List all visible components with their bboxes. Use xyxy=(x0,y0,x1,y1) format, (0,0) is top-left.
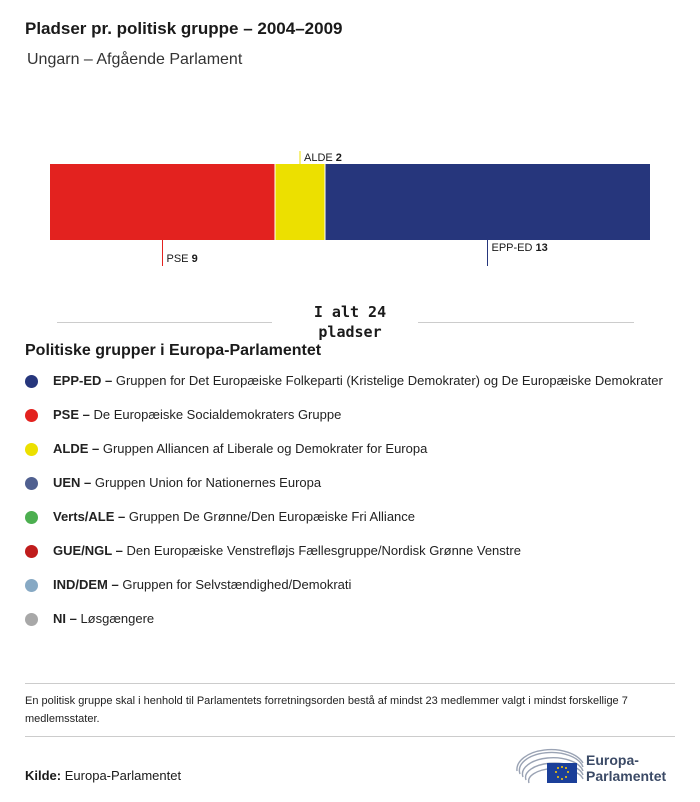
source-value: Europa-Parlamentet xyxy=(64,768,182,783)
divider-top xyxy=(25,683,675,684)
legend-abbr: Verts/ALE – xyxy=(53,509,126,524)
legend-item xyxy=(25,406,665,424)
segment-label-alde: ALDE 2 xyxy=(304,152,342,164)
legend-dot-icon xyxy=(25,477,38,490)
total-seats-label xyxy=(275,302,425,342)
legend-desc: Den Europæiske Venstrefløjs Fællesgruppe/Nordisk Grønne Venstre xyxy=(122,543,521,558)
legend-desc: Gruppen De Grønne/Den Europæiske Fri Alliance xyxy=(125,509,416,524)
legend-abbr: IND/DEM – xyxy=(53,577,119,592)
legend-dot-icon xyxy=(25,409,38,422)
legend-item xyxy=(25,474,665,492)
bar-segment-pse xyxy=(50,164,275,240)
legend-abbr: PSE – xyxy=(53,407,90,422)
segment-label-epp-ed: EPP-ED 13 xyxy=(491,242,548,254)
legend-desc: Gruppen for Det Europæiske Folkeparti (Kristelige Demokrater) og De Europæiske Demokrater xyxy=(112,373,663,388)
total-seats-line1: I alt 24 xyxy=(313,303,387,321)
legend-dot-icon xyxy=(25,375,38,388)
legend-title: Politiske grupper i Europa-Parlamentet xyxy=(25,342,322,359)
legend-dot-icon xyxy=(25,511,38,524)
chart-title: Pladser pr. politisk gruppe – 2004–2009 xyxy=(25,19,343,38)
legend-item xyxy=(25,610,665,628)
legend-item xyxy=(25,440,665,458)
legend-item xyxy=(25,372,665,390)
logo-text xyxy=(586,752,666,784)
logo-text-line2: Parlamentet xyxy=(586,768,667,784)
legend-desc: Gruppen Union for Nationernes Europa xyxy=(91,475,322,490)
legend-dot-icon xyxy=(25,579,38,592)
legend-abbr: UEN – xyxy=(53,475,92,490)
divider-bottom xyxy=(25,736,675,737)
legend-dot-icon xyxy=(25,545,38,558)
legend-abbr: GUE/NGL – xyxy=(53,543,123,558)
logo-text-line1: Europa- xyxy=(586,752,639,768)
total-seats-line2: pladser xyxy=(318,323,382,341)
footnote: En politisk gruppe skal i henhold til Parlamentets forretningsorden bestå af mindst 23 medlemmer valgt i mindst forskellige 7 medlemsstater. xyxy=(25,695,628,725)
legend-desc: Gruppen for Selvstændighed/Demokrati xyxy=(118,577,352,592)
bar-segment-alde xyxy=(275,164,325,240)
legend-abbr: ALDE – xyxy=(53,441,100,456)
legend-desc: Løsgængere xyxy=(76,611,155,626)
legend-desc: De Europæiske Socialdemokraters Gruppe xyxy=(89,407,342,422)
stacked-bar-chart xyxy=(0,140,700,275)
chart-subtitle: Ungarn – Afgående Parlament xyxy=(27,51,243,68)
legend xyxy=(25,372,665,644)
segment-label-pse: PSE 9 xyxy=(166,253,198,265)
legend-dot-icon xyxy=(25,613,38,626)
legend-item xyxy=(25,508,665,526)
source xyxy=(25,768,181,783)
legend-abbr: EPP-ED – xyxy=(53,373,113,388)
legend-dot-icon xyxy=(25,443,38,456)
legend-item xyxy=(25,542,665,560)
total-divider-right xyxy=(418,322,634,323)
source-label: Kilde: xyxy=(25,768,62,783)
legend-abbr: NI – xyxy=(53,611,77,626)
legend-item xyxy=(25,576,665,594)
total-divider-left xyxy=(57,322,272,323)
legend-desc: Gruppen Alliancen af Liberale og Demokrater for Europa xyxy=(99,441,428,456)
bar-segment-epp-ed xyxy=(325,164,650,240)
